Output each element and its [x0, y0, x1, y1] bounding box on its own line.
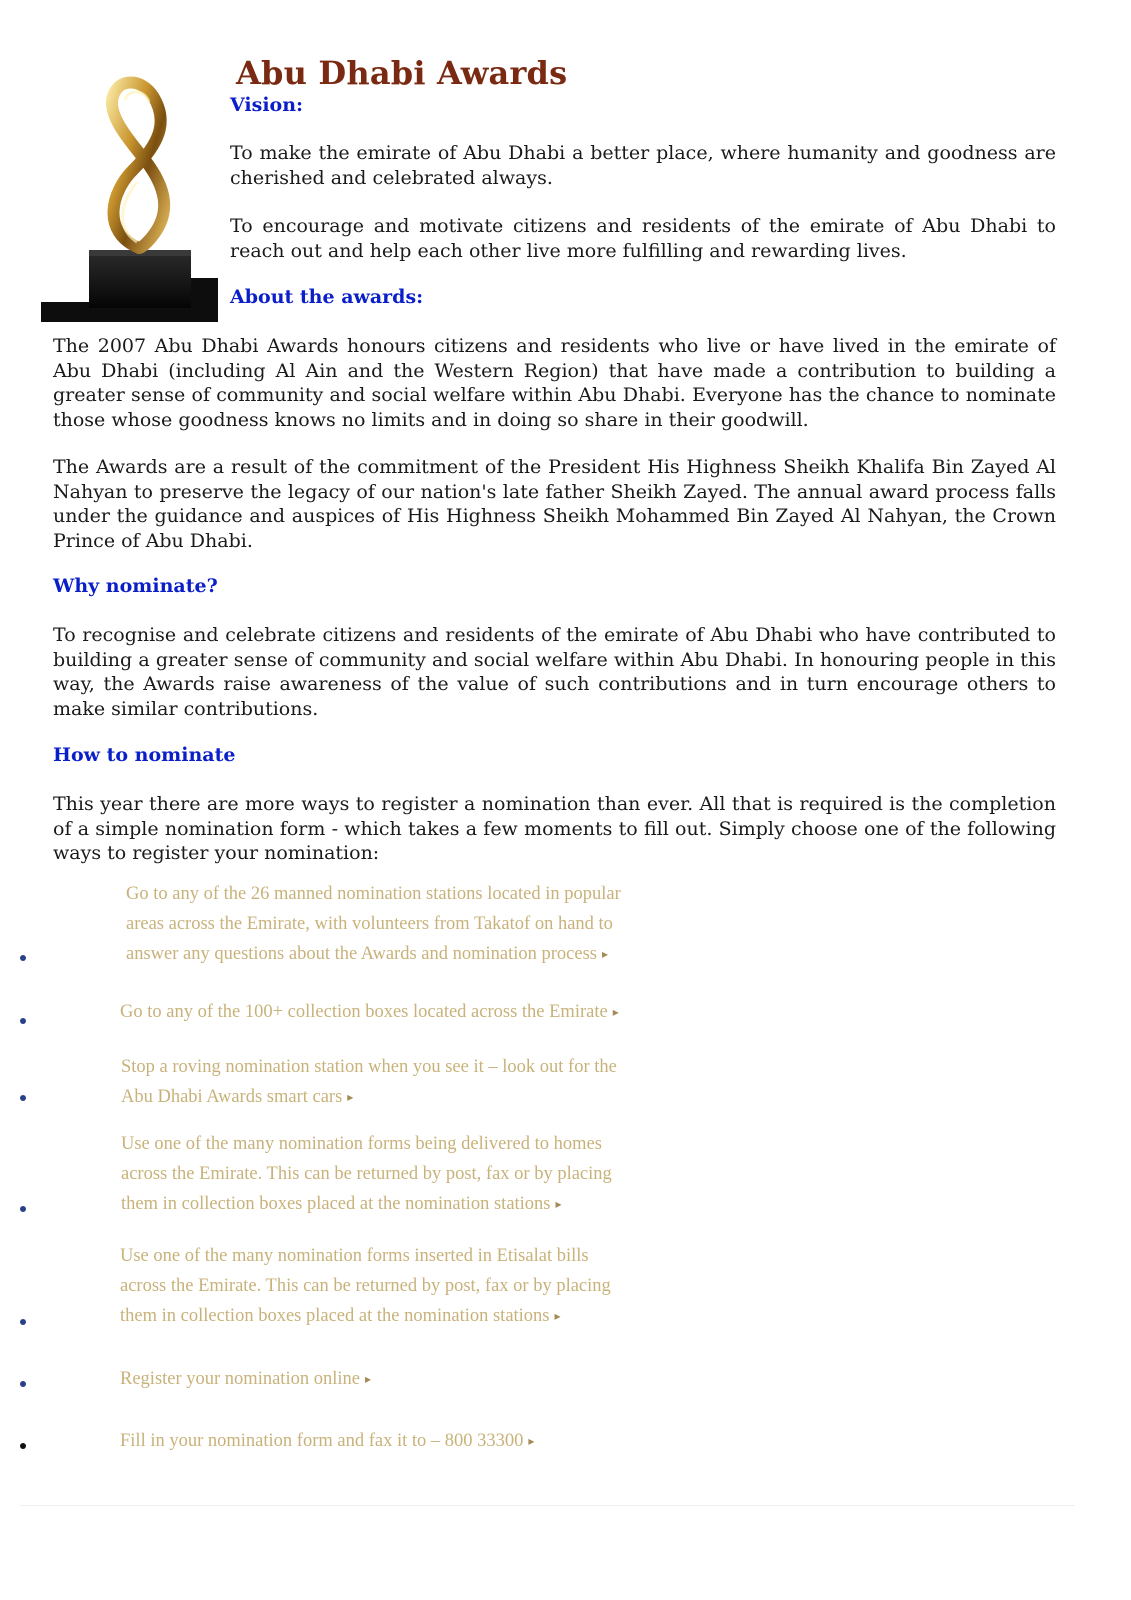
about-paragraph-2: The Awards are a result of the commitment of the President His Highness Sheikh Khalifa Bin Zayed Al Nahyan to preserve the legacy of our nation's late father Sheikh Zayed. The annual award process falls under the guidance and auspices of His Highness Sheikh Mohammed Bin Zayed Al Nahyan, the Crown Prince of Abu Dhabi.	[53, 456, 1056, 552]
bullet-icon	[20, 955, 26, 961]
option-line: Register your nomination online	[120, 1369, 360, 1389]
arrow-right-icon: ▸	[601, 947, 609, 961]
bullet-icon	[20, 1018, 26, 1024]
arrow-right-icon: ▸	[554, 1309, 561, 1323]
bullet-icon	[20, 1381, 26, 1387]
option-line: Use one of the many nomination forms being delivered to homes	[121, 1134, 602, 1154]
option-line: Go to any of the 26 manned nomination stations located in popular	[126, 884, 621, 904]
option-line: Abu Dhabi Awards smart cars	[121, 1087, 343, 1107]
why-heading: Why nominate?	[53, 575, 218, 597]
arrow-right-icon: ▸	[347, 1090, 354, 1104]
about-heading: About the awards:	[230, 286, 424, 308]
bullet-icon	[20, 1319, 26, 1325]
arrow-right-icon: ▸	[555, 1197, 562, 1211]
option-line: Go to any of the 100+ collection boxes located across the Emirate	[120, 1002, 608, 1022]
vision-paragraph-1: To make the emirate of Abu Dhabi a better place, where humanity and goodness are cherished and celebrated always.	[230, 142, 1056, 189]
option-line: areas across the Emirate, with volunteers from Takatof on hand to	[126, 914, 613, 934]
option-line: Stop a roving nomination station when you see it – look out for the	[121, 1057, 617, 1077]
option-line: across the Emirate. This can be returned by post, fax or by placing	[121, 1164, 612, 1184]
page-title: Abu Dhabi Awards	[236, 54, 568, 92]
option-line: Use one of the many nomination forms inserted in Etisalat bills	[120, 1246, 589, 1266]
option-line: them in collection boxes placed at the nomination stations	[120, 1306, 550, 1326]
arrow-right-icon: ▸	[528, 1434, 535, 1448]
arrow-right-icon: ▸	[364, 1372, 371, 1386]
bullet-icon	[20, 1206, 26, 1212]
vision-heading: Vision:	[230, 94, 304, 116]
award-trophy-image	[41, 52, 218, 322]
how-paragraph: This year there are more ways to register a nomination than ever. All that is required is the completion of a simple nomination form - which takes a few moments to fill out. Simply choose one of the following ways to register your nomination:	[53, 793, 1056, 865]
page-divider	[20, 1505, 1075, 1506]
how-heading: How to nominate	[53, 744, 236, 766]
bullet-icon	[20, 1443, 26, 1449]
option-line: Fill in your nomination form and fax it to – 800 33300	[120, 1431, 524, 1451]
arrow-right-icon: ▸	[612, 1005, 619, 1019]
option-line: them in collection boxes placed at the nomination stations	[121, 1194, 551, 1214]
option-line: answer any questions about the Awards and nomination process	[126, 944, 597, 964]
vision-paragraph-2: To encourage and motivate citizens and residents of the emirate of Abu Dhabi to reach out and help each other live more fulfilling and rewarding lives.	[230, 215, 1056, 262]
bullet-icon	[20, 1095, 26, 1101]
option-line: across the Emirate. This can be returned by post, fax or by placing	[120, 1276, 611, 1296]
about-paragraph-1: The 2007 Abu Dhabi Awards honours citizens and residents who live or have lived in the emirate of Abu Dhabi (including Al Ain and the Western Region) that have made a contribution to building a greater sense of community and social welfare within Abu Dhabi. Everyone has the chance to nominate those whose goodness knows no limits and in doing so share in their goodwill.	[53, 335, 1056, 431]
why-paragraph: To recognise and celebrate citizens and residents of the emirate of Abu Dhabi who have contributed to building a greater sense of community and social welfare within Abu Dhabi. In honouring people in this way, the Awards raise awareness of the value of such contributions and in turn encourage others to make similar contributions.	[53, 624, 1056, 720]
